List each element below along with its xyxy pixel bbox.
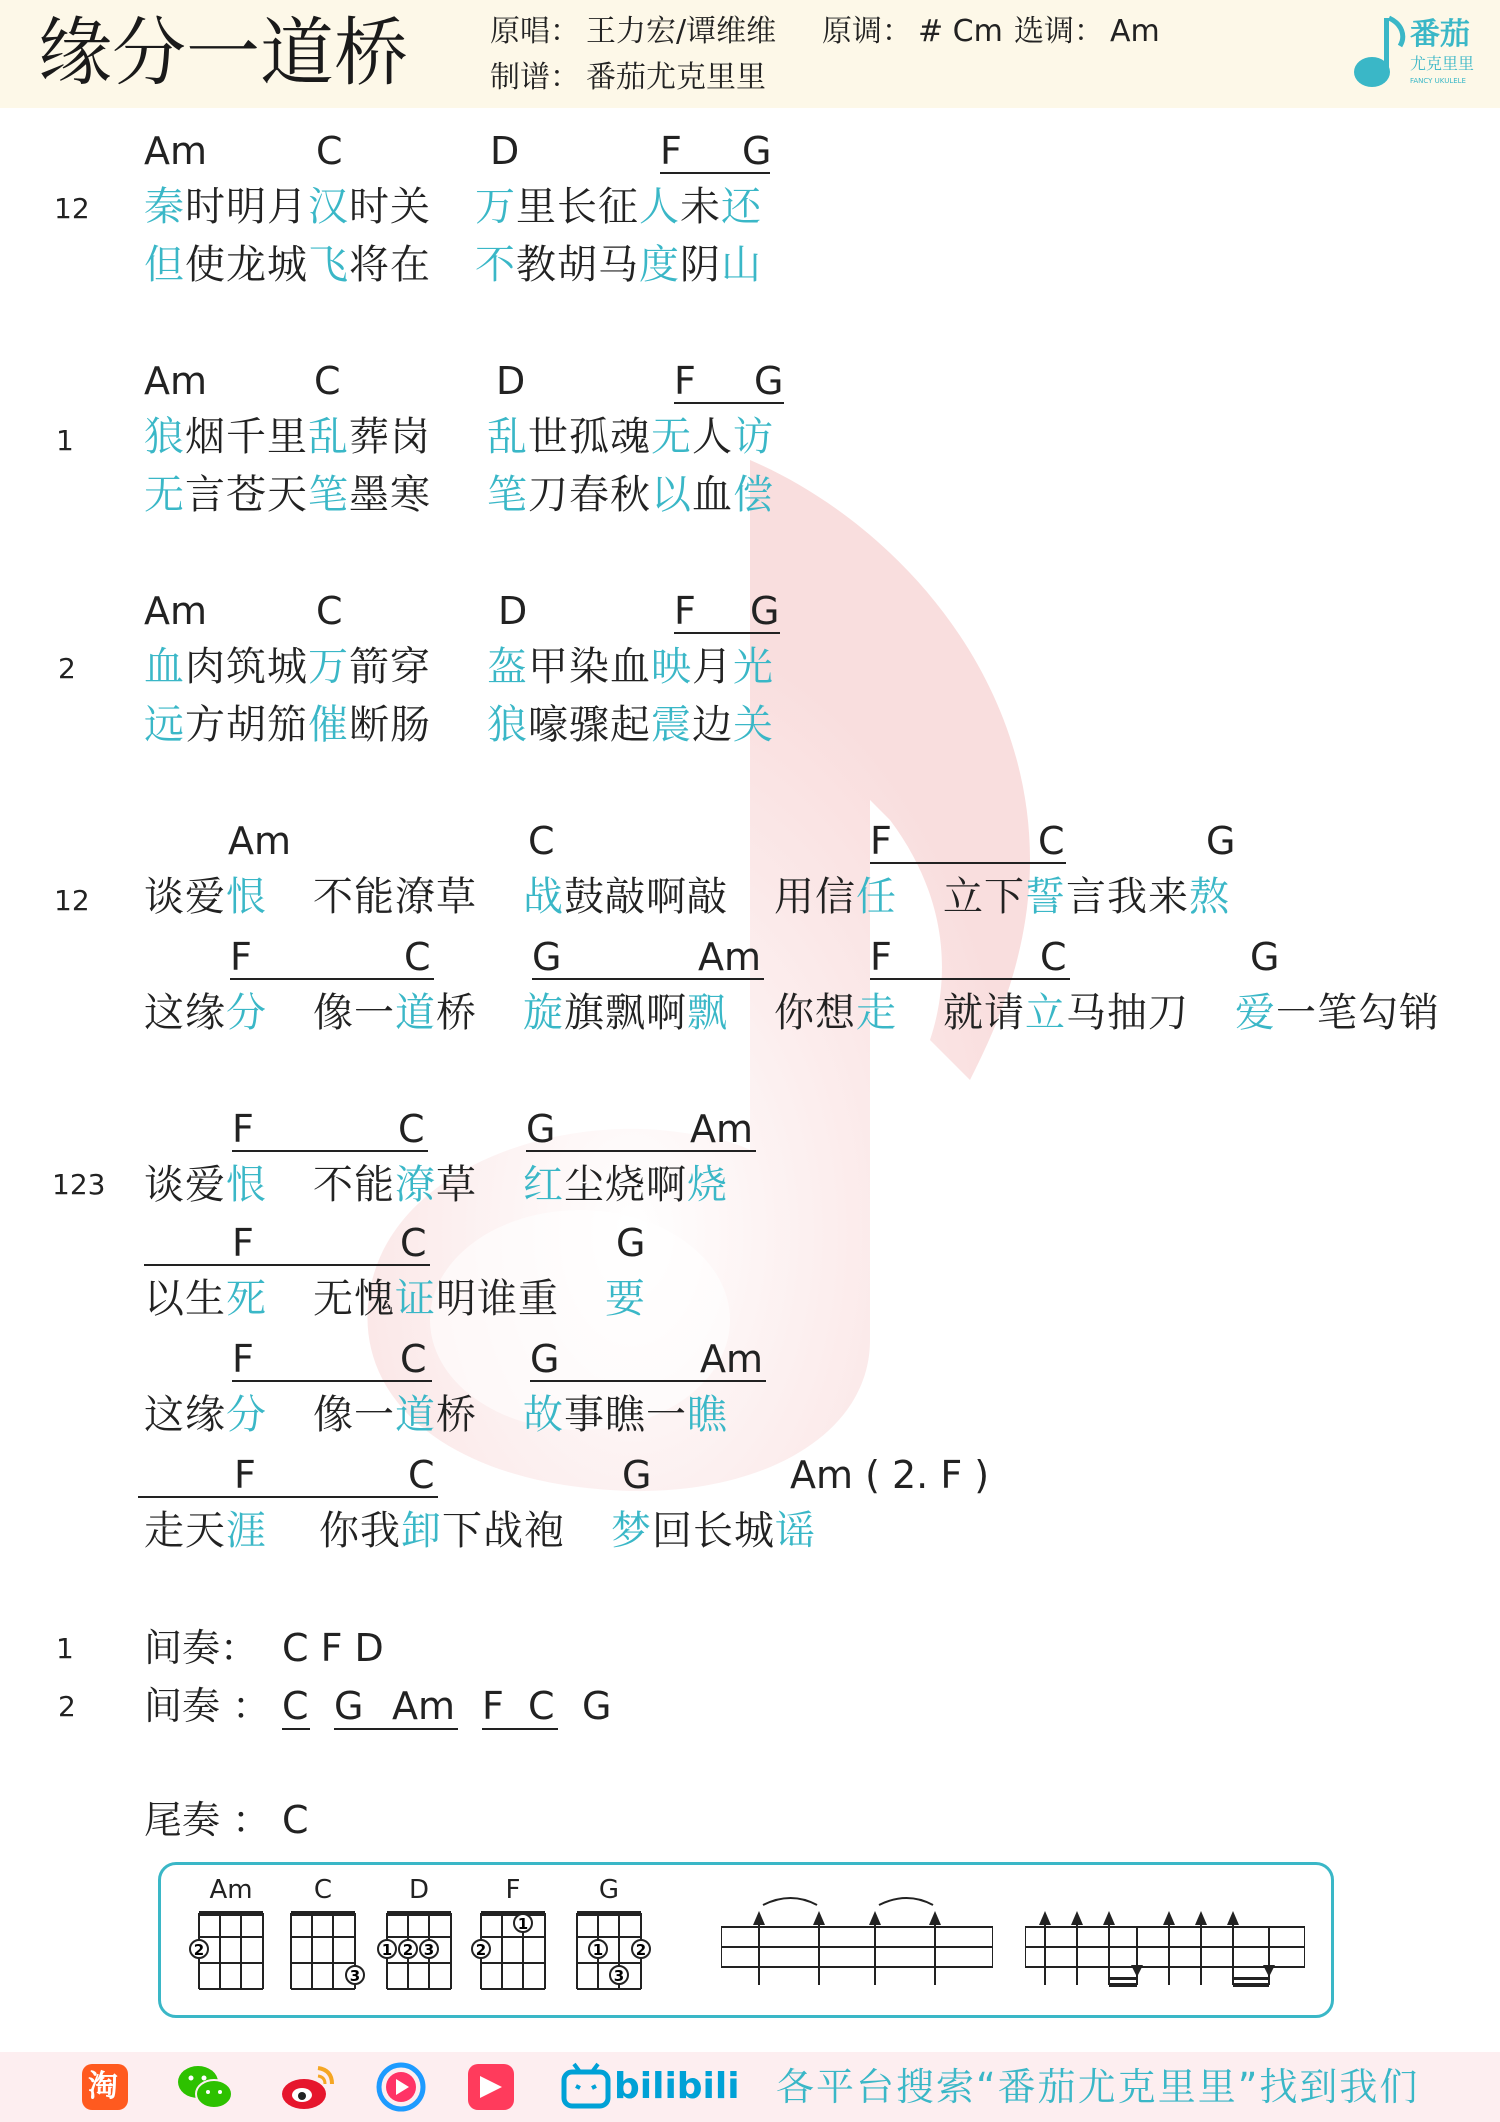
chord-underline bbox=[482, 1728, 558, 1730]
chord-label: C bbox=[398, 1107, 425, 1151]
maker: 番茄尤克里里 bbox=[586, 60, 766, 95]
chord-label: C bbox=[316, 589, 343, 633]
chord-label: G bbox=[526, 1107, 556, 1151]
chord-label: F bbox=[234, 1453, 256, 1497]
lyric-line: 谈爱恨 不能潦草 红尘烧啊烧 bbox=[144, 1162, 728, 1208]
am-chord-diagram bbox=[189, 1909, 273, 1993]
chord-label: Am ( 2. F ) bbox=[790, 1453, 990, 1497]
outro-chords: C bbox=[282, 1798, 309, 1842]
lyric-line: 走天涯 你我卸下战袍 梦回长城谣 bbox=[144, 1508, 816, 1554]
d-chord-diagram bbox=[377, 1909, 461, 1993]
chord-underline bbox=[334, 1728, 458, 1730]
chord-label: G bbox=[1250, 935, 1280, 979]
verse-number: 12 bbox=[54, 884, 90, 917]
lyric-line: 这缘分 像一道桥 旋旗飘啊飘 你想走 就请立马抽刀 爱一笔勾销 bbox=[144, 990, 1440, 1036]
interlude-label: 间奏： bbox=[144, 1626, 259, 1670]
chord-tie bbox=[232, 1150, 428, 1152]
finger-number: 2 bbox=[635, 1941, 647, 1959]
strum-pattern-2 bbox=[1025, 1885, 1305, 1997]
chord-label: G bbox=[750, 589, 780, 633]
lyric-line: 狼烟千里乱葬岗 乱世孤魂无人访 bbox=[144, 414, 774, 460]
f-chord-diagram bbox=[471, 1909, 555, 1993]
chord-tie bbox=[144, 1264, 430, 1266]
key-label: 原调： bbox=[822, 14, 912, 49]
c-chord-diagram bbox=[281, 1909, 365, 1993]
lyric-line: 谈爱恨 不能潦草 战鼓敲啊敲 用信任 立下誓言我来熬 bbox=[144, 874, 1230, 920]
logo-en: FANCY UKULELE bbox=[1410, 77, 1466, 85]
chord-tie bbox=[674, 632, 780, 634]
chord-diagram-panel bbox=[158, 1862, 1334, 2018]
logo bbox=[1352, 10, 1482, 100]
lyric-line: 以生死 无愧证明谁重 要 bbox=[144, 1276, 646, 1322]
weibo-icon[interactable] bbox=[278, 2062, 338, 2112]
logo-sub: 尤克里里 bbox=[1410, 54, 1475, 73]
lyric-line: 远方胡笳催断肠 狼嚎骤起震边关 bbox=[144, 702, 774, 748]
chord-label: Am bbox=[698, 935, 762, 979]
wechat-icon[interactable] bbox=[176, 2062, 234, 2112]
chord-label: C bbox=[408, 1453, 435, 1497]
chord-label: F bbox=[232, 1337, 254, 1381]
chord-label: C bbox=[316, 129, 343, 173]
chord-label: F bbox=[870, 819, 892, 863]
chord-label: Am bbox=[700, 1337, 764, 1381]
verse-number: 1 bbox=[56, 424, 74, 457]
chord-label: F bbox=[230, 935, 252, 979]
chord-label: C bbox=[528, 1684, 555, 1728]
chord-label: G bbox=[754, 359, 784, 403]
chord-tie bbox=[526, 1150, 756, 1152]
chord-tie bbox=[660, 172, 770, 174]
taobao-icon[interactable]: 淘 bbox=[82, 2064, 128, 2110]
chord-diagram-name: D bbox=[408, 1875, 430, 1905]
finger-number: 2 bbox=[402, 1941, 414, 1959]
finger-number: 2 bbox=[193, 1941, 205, 1959]
chord-label: Am bbox=[144, 359, 208, 403]
chord-label: C bbox=[400, 1337, 427, 1381]
chord-tie bbox=[530, 1380, 766, 1382]
youku-icon[interactable] bbox=[376, 2062, 426, 2112]
chord-diagram-name: Am bbox=[209, 1875, 253, 1905]
original-key: # Cm bbox=[918, 14, 1003, 49]
chord-tie bbox=[138, 1496, 438, 1498]
g-chord-diagram bbox=[567, 1909, 651, 1993]
chord-underline bbox=[282, 1728, 310, 1730]
chord-label: G bbox=[616, 1221, 646, 1265]
bilibili-text: bilibili bbox=[614, 2066, 740, 2107]
outro-label: 尾奏 ： bbox=[144, 1798, 271, 1842]
bilibili-icon[interactable] bbox=[560, 2062, 612, 2110]
chord-label: D bbox=[490, 129, 520, 173]
interlude-number: 2 bbox=[58, 1690, 76, 1723]
verse-number: 123 bbox=[52, 1168, 106, 1201]
finger-number: 3 bbox=[423, 1941, 435, 1959]
chord-label: D bbox=[498, 589, 528, 633]
chord-label: F bbox=[674, 359, 696, 403]
chord-label: F bbox=[660, 129, 682, 173]
chord-label: G bbox=[532, 935, 562, 979]
verse-number: 12 bbox=[54, 192, 90, 225]
chord-label: C bbox=[1038, 819, 1065, 863]
verse-number: 2 bbox=[58, 652, 76, 685]
singer: 王力宏/谭维维 bbox=[586, 14, 777, 49]
chord-label: Am bbox=[144, 129, 208, 173]
chord-tie bbox=[674, 402, 784, 404]
video-icon[interactable] bbox=[468, 2064, 514, 2110]
chord-label: C bbox=[282, 1684, 309, 1728]
interlude-number: 1 bbox=[56, 1632, 74, 1665]
chord-label: G bbox=[622, 1453, 652, 1497]
chosen-key-label: 选调： bbox=[1014, 14, 1104, 49]
chord-diagram-name: G bbox=[598, 1875, 620, 1905]
chord-label: G bbox=[530, 1337, 560, 1381]
lyric-line: 这缘分 像一道桥 故事瞧一瞧 bbox=[144, 1392, 728, 1438]
chord-label: G bbox=[1206, 819, 1236, 863]
chord-tie bbox=[870, 862, 1066, 864]
chord-label: C bbox=[1040, 935, 1067, 979]
chord-tie bbox=[870, 978, 1070, 980]
chord-label: C bbox=[528, 819, 555, 863]
note-logo-icon bbox=[1352, 12, 1412, 92]
song-title: 缘分一道桥 bbox=[38, 10, 408, 96]
strum-pattern-1 bbox=[721, 1885, 993, 1997]
chord-tie bbox=[532, 978, 764, 980]
lyric-line: 无言苍天笔墨寒 笔刀春秋以血偿 bbox=[144, 472, 774, 518]
footer-search-text: 各平台搜索“番茄尤克里里”找到我们 bbox=[776, 2065, 1420, 2109]
finger-number: 1 bbox=[592, 1941, 604, 1959]
interlude-chords: C F D bbox=[282, 1626, 384, 1670]
chord-label: Am bbox=[690, 1107, 754, 1151]
chord-label: C bbox=[404, 935, 431, 979]
chord-label: F bbox=[232, 1221, 254, 1265]
chord-label: D bbox=[496, 359, 526, 403]
chord-label: F bbox=[232, 1107, 254, 1151]
chosen-key: Am bbox=[1110, 14, 1160, 49]
singer-label: 原唱： bbox=[490, 14, 580, 49]
finger-number: 1 bbox=[517, 1915, 529, 1933]
chord-label: Am bbox=[144, 589, 208, 633]
chord-label: G bbox=[334, 1684, 364, 1728]
maker-label: 制谱： bbox=[490, 60, 580, 95]
play-icon bbox=[468, 2064, 514, 2110]
chord-label: F bbox=[674, 589, 696, 633]
lyric-line: 但使龙城飞将在 不教胡马度阴山 bbox=[144, 242, 762, 288]
chord-label: F bbox=[870, 935, 892, 979]
footer bbox=[0, 2052, 1500, 2122]
chord-diagram-name: F bbox=[505, 1875, 521, 1905]
chord-label: G bbox=[742, 129, 772, 173]
finger-number: 3 bbox=[349, 1967, 361, 1985]
chord-label: G bbox=[582, 1684, 612, 1728]
chord-tie bbox=[230, 978, 434, 980]
finger-number: 1 bbox=[381, 1941, 393, 1959]
lyric-line: 血肉筑城万箭穿 盔甲染血映月光 bbox=[144, 644, 774, 690]
chord-label: F bbox=[482, 1684, 504, 1728]
chord-label: C bbox=[400, 1221, 427, 1265]
finger-number: 2 bbox=[475, 1941, 487, 1959]
lyric-line: 秦时明月汉时关 万里长征人未还 bbox=[144, 184, 762, 230]
logo-name: 番茄 bbox=[1410, 17, 1470, 52]
chord-diagram-name: C bbox=[313, 1875, 333, 1905]
chord-label: Am bbox=[228, 819, 292, 863]
header bbox=[0, 0, 1500, 108]
chord-tie bbox=[232, 1380, 432, 1382]
interlude-label: 间奏 ： bbox=[144, 1684, 271, 1728]
chord-label: Am bbox=[392, 1684, 456, 1728]
finger-number: 3 bbox=[613, 1967, 625, 1985]
chord-label: C bbox=[314, 359, 341, 403]
